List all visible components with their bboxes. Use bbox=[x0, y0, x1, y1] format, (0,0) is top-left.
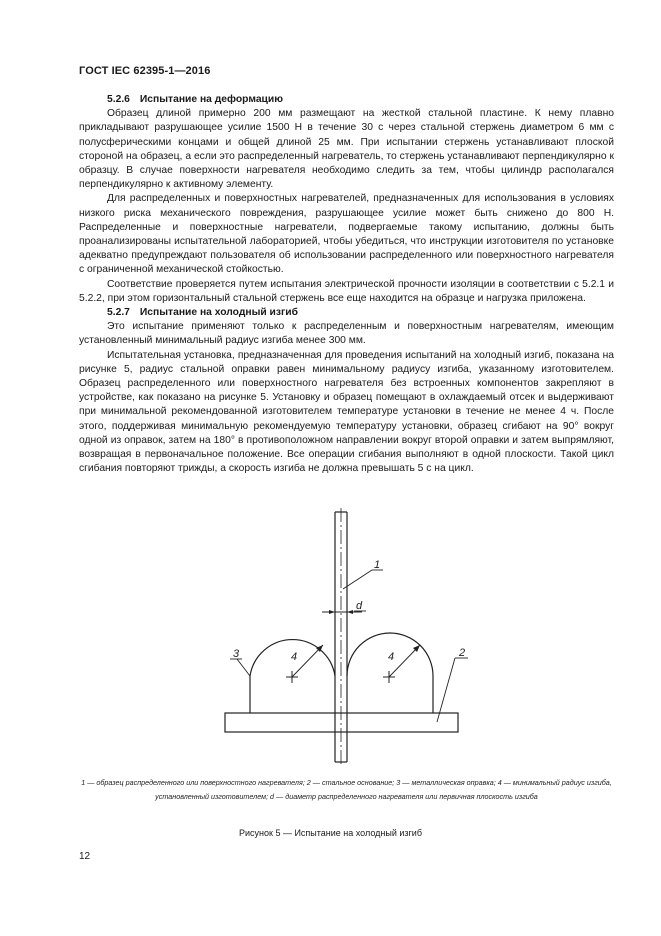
label-4-right: 4 bbox=[388, 651, 395, 663]
paragraph: Это испытание применяют только к распределенным и поверхностным нагревателям, имеющим установленный минимальный радиус изгиба менее 300 мм. bbox=[79, 321, 614, 347]
d-arrow-right bbox=[347, 610, 353, 614]
section-title: Испытание на холодный изгиб bbox=[139, 307, 298, 319]
paragraph: Соответствие проверяется путем испытания электрической прочности изоляции в соответствии с 5.2.1 и 5.2.2, при этом горизонтальный стальной стержень все еще находится на образце и нагрузка приложена. bbox=[79, 278, 614, 304]
text-body bbox=[79, 93, 614, 476]
right-mandrel bbox=[347, 633, 433, 713]
steel-base bbox=[225, 713, 458, 732]
paragraph: Испытательная установка, предназначенная для проведения испытаний на холодный изгиб, показана на рисунке 5, радиус стальной оправки равен минимальному радиусу изгиба, указанному изготовителем. Образец распределенного или поверхностного нагревателя без встроенных компонентов закрепляют в устройстве, как показано на рисунке 5. Установку и образец помещают в охлаждаемый отсек и выдерживают при минимальной рекомендованной изготовителем температуре установки в течение не менее 4 ч. После этого, поддерживая минимальную рекомендуемую температуру установки, образец сгибают на 90° вокруг одной из оправок, затем на 180° в противоположном направлении вокруг второй оправки и затем выпрямляют, возвращая в первоначальное положение. Все операции сгибания выполняют в одной плоскости. Такой цикл сгибания повторяют трижды, а скорость изгиба не должна превышать 5 с на цикл. bbox=[79, 349, 614, 475]
section-number: 5.2.7 bbox=[107, 307, 130, 319]
figure-legend: 1 — образец распределенного или поверхностного нагревателя; 2 — стальное основание; 3 — металлическая оправка; 4 — минимальный радиус изгиба, установленный изготовителем; d — диаметр распределенного нагревателя или первичная плоскость изгиба bbox=[81, 778, 612, 801]
page-number: 12 bbox=[79, 851, 91, 862]
section-5-2-6-heading bbox=[79, 93, 614, 107]
label-1: 1 bbox=[374, 559, 381, 571]
cold-bend-test-diagram bbox=[0, 505, 661, 775]
paragraph: Для распределенных и поверхностных нагревателей, предназначенных для использования в условиях низкого риска механического повреждения, разрушающее усилие может быть снижено до 800 Н. Распределенные и поверхностные нагреватели, подвергаемые такому испытанию, должны быть проанализированы испытательной лабораторией, чтобы убедиться, что инструкции изготовителя по установке адекватно предупреждают пользователя об использовании распределенного или поверхностного нагревателя с ограниченной механической стойкостью. bbox=[79, 193, 614, 276]
label-2: 2 bbox=[459, 647, 466, 659]
section-title: Испытание на деформацию bbox=[139, 94, 284, 105]
figure-title: Рисунок 5 — Испытание на холодный изгиб bbox=[239, 828, 422, 838]
section-number: 5.2.6 bbox=[107, 94, 130, 105]
paragraph: Образец длиной примерно 200 мм размещают на жесткой стальной пластине. К нему плавно прикладывают разрушающее усилие 1500 Н в течение 30 с через стальной стержень диаметром 6 мм с полусферическими концами и общей длиной 25 мм. При испытании стержень устанавливают плоской стороной на образец, а если это распределенный нагреватель, то стержень устанавливают перпендикулярно к образцу. В случае поверхности нагревателя необходимо следить за тем, чтобы цилиндр располагался перпендикулярно к активному элементу. bbox=[79, 108, 614, 191]
d-arrow-left bbox=[329, 610, 335, 614]
document-header: ГОСТ IEC 62395-1—2016 bbox=[79, 65, 211, 77]
label-4-left: 4 bbox=[291, 651, 298, 663]
label-3-leader bbox=[237, 659, 250, 676]
section-5-2-7-heading bbox=[79, 306, 614, 320]
label-3: 3 bbox=[233, 648, 240, 660]
label-d: d bbox=[356, 600, 363, 612]
